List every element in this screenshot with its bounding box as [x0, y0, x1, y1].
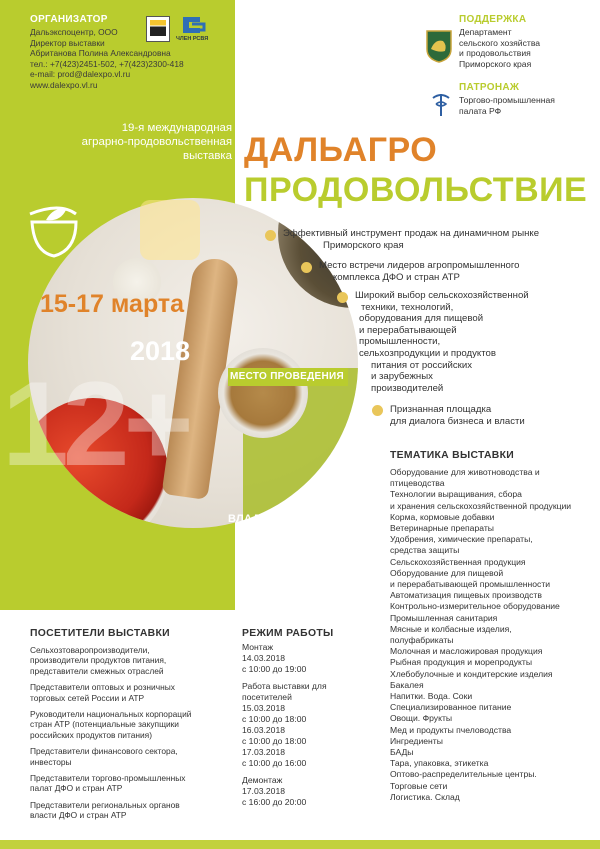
schedule-line: Демонтаж	[242, 775, 283, 785]
topic-item: Автоматизация пищевых производств	[390, 590, 542, 601]
support-line: Департамент	[459, 27, 512, 37]
topics-section	[390, 450, 595, 803]
visitor-group	[30, 773, 235, 794]
exhibition-year: 2018	[130, 336, 191, 366]
bullet-dot	[301, 262, 312, 273]
subtitle-line: выставка	[183, 150, 232, 162]
patronage-lines	[459, 95, 599, 116]
support-line: сельского хозяйства	[459, 37, 541, 48]
benefit-line: промышленности,	[359, 336, 441, 348]
schedule-line: Работа выставки для	[242, 681, 327, 691]
subtitle-line: аграрно-продовольственная	[81, 136, 232, 148]
grain-bowl-image	[218, 348, 308, 438]
schedule-section	[242, 628, 382, 808]
benefit-line: Широкий выбор сельскохозяйственной	[355, 290, 529, 301]
topic-item: Мясные и колбасные изделия,	[390, 623, 512, 634]
dalexpocenter-logo	[146, 16, 170, 42]
age-rating-watermark: 12+	[2, 357, 188, 491]
venue-address-line: о. Русский	[240, 531, 284, 541]
oil-jar-image	[140, 200, 200, 260]
visitors-section	[30, 628, 235, 821]
schedule-line: посетителей	[242, 692, 292, 702]
topic-item: Рыбная продукция и морепродукты	[390, 657, 532, 668]
topic-item: Молочная и масложировая продукция	[390, 646, 543, 657]
venue-title: МЕСТО ПРОВЕДЕНИЯ	[230, 371, 344, 382]
exhibition-dates: 15-17 марта	[40, 290, 185, 318]
topic-item: Специализированное питание	[390, 702, 512, 713]
patronage-block	[459, 82, 599, 116]
topics-title: ТЕМАТИКА ВЫСТАВКИ	[390, 450, 514, 461]
schedule-line: Монтаж	[242, 642, 274, 652]
topic-item: Ветеринарные препараты	[390, 523, 494, 534]
organizer-line: e-mail: prod@dalexpo.vl.ru	[30, 69, 131, 80]
visitor-line: инвесторы	[30, 756, 72, 767]
rsva-label: ЧЛЕН РСВЯ	[176, 36, 209, 42]
benefit-item	[355, 290, 595, 394]
schedule-line: с 16:00 до 20:00	[242, 797, 307, 807]
benefit-line: для диалога бизнеса и власти	[390, 415, 525, 427]
topic-item: Хлебобулочные и кондитерские изделия	[390, 668, 553, 679]
visitor-line: производители продуктов питания,	[30, 655, 167, 666]
visitor-line: Представители региональных органов	[30, 799, 180, 810]
visitor-line: Сельхозтоваропроизводители,	[30, 645, 150, 655]
topic-item: средства защиты	[390, 545, 460, 556]
primorsky-coat-of-arms-icon	[425, 29, 453, 63]
visitor-line: представители смежных отраслей	[30, 665, 164, 676]
topic-item: БАДы	[390, 747, 414, 758]
topic-item: Сельскохозяйственная продукция	[390, 556, 526, 567]
schedule-line: 16.03.2018	[242, 725, 286, 735]
visitor-line: Представители торгово-промышленных	[30, 773, 186, 784]
topic-item: Мед и продукты пчеловодства	[390, 724, 512, 735]
visitor-group	[30, 682, 235, 703]
organizer-line: тел.: +7(423)2451-502, +7(423)2300-418	[30, 58, 184, 69]
topic-item: Тара, упаковка, этикетка	[390, 758, 489, 769]
topic-item: Удобрения, химические препараты,	[390, 534, 533, 545]
subtitle-line: 19-я международная	[121, 122, 232, 134]
visitor-line: российских продуктов питания)	[30, 729, 153, 740]
bullet-dot	[337, 292, 348, 303]
topic-item: Промышленная санитария	[390, 612, 498, 623]
topic-item: Оптово-распределительные центры.	[390, 769, 537, 780]
topic-item: и перерабатывающей промышленности	[390, 579, 551, 590]
benefit-line: Признанная площадка	[390, 404, 492, 415]
schedule-line: с 10:00 до 19:00	[242, 664, 307, 674]
benefit-line: питания от российских	[371, 359, 473, 371]
organizer-line: www.dalexpo.vl.ru	[30, 79, 98, 90]
bottom-stripe	[0, 840, 600, 849]
schedule-line: с 10:00 до 18:00	[242, 714, 307, 724]
benefit-line: Приморского края	[323, 239, 404, 251]
support-line: Приморского края	[459, 58, 532, 69]
topic-item: Оборудование для пищевой	[390, 567, 504, 578]
schedule-line: с 10:00 до 16:00	[242, 758, 307, 768]
support-line: и продовольствия	[459, 48, 531, 59]
organizer-line: Дальэкспоцентр, ООО	[30, 27, 118, 37]
benefit-line: сельхозпродукции и продуктов	[359, 347, 496, 359]
benefit-item	[390, 404, 590, 427]
exhibition-subtitle	[60, 121, 232, 163]
topics-list	[390, 467, 595, 803]
schedule-line: 17.03.2018	[242, 747, 286, 757]
topic-item: Оборудование для животноводства и	[390, 467, 540, 477]
benefit-line: Эффективный инструмент продаж на динамичном рынке	[283, 228, 540, 239]
topic-item: Бакалея	[390, 679, 424, 690]
organizer-title: ОРГАНИЗАТОР	[30, 14, 108, 25]
visitor-line: палат ДФО и стран АТР	[30, 783, 123, 794]
venue-address-line: Кампус ДВФУ	[240, 542, 297, 552]
topic-item: Торговые сети	[390, 780, 448, 791]
patronage-line: Торгово-промышленная	[459, 95, 555, 105]
patronage-line: палата РФ	[459, 105, 502, 116]
topic-item: Напитки. Вода. Соки	[390, 691, 473, 702]
visitor-group	[30, 645, 235, 676]
schedule-line: 14.03.2018	[242, 653, 286, 663]
leaf-logo-icon	[20, 200, 90, 270]
visitor-line: власти ДФО и стран АТР	[30, 810, 127, 821]
visitor-group	[30, 746, 235, 767]
benefit-line: производителей	[371, 382, 444, 394]
topic-item: и хранения сельскохозяйственной продукции	[390, 500, 572, 511]
visitor-line: торговых сетей России и АТР	[30, 692, 145, 703]
topic-item: Овощи. Фрукты	[390, 713, 453, 724]
benefit-line: оборудования для пищевой	[359, 313, 484, 325]
topic-item: Ингредиенты	[390, 735, 443, 746]
visitor-group	[30, 709, 235, 740]
benefit-line: комплекса ДФО и стран АТР	[333, 271, 460, 283]
patronage-title: ПАТРОНАЖ	[459, 82, 520, 93]
topic-item: птицеводства	[390, 478, 445, 489]
visitors-title: ПОСЕТИТЕЛИ ВЫСТАВКИ	[30, 628, 170, 639]
rsva-icon	[180, 14, 206, 36]
topic-item: полуфабрикаты	[390, 635, 454, 646]
benefit-item	[319, 260, 579, 283]
schedule-line: 15.03.2018	[242, 703, 286, 713]
benefit-line: и перерабатывающей	[359, 324, 457, 336]
support-title: ПОДДЕРЖКА	[459, 14, 527, 25]
topic-item: Технологии выращивания, сбора	[390, 489, 522, 500]
venue-banner	[228, 368, 348, 386]
schedule-title: РЕЖИМ РАБОТЫ	[242, 628, 334, 639]
organizer-line: Директор выставки	[30, 37, 105, 48]
schedule-work	[242, 681, 382, 769]
venue-city: ВЛАДИВОСТОК	[228, 513, 317, 525]
benefit-line: и зарубежных	[371, 371, 433, 383]
benefit-item	[283, 228, 573, 251]
topic-item: Логистика. Склад	[390, 791, 460, 802]
bullet-dot	[265, 230, 276, 241]
chamber-of-commerce-icon	[430, 92, 452, 118]
topic-item: Корма, кормовые добавки	[390, 511, 495, 522]
schedule-mount	[242, 642, 382, 675]
visitor-group	[30, 800, 235, 821]
venue-address-line: корпус В	[240, 553, 277, 563]
visitors-list	[30, 645, 235, 821]
bullet-dot	[372, 405, 383, 416]
venue-address	[240, 531, 297, 564]
exhibition-title	[244, 130, 587, 210]
visitor-line: Представители финансового сектора,	[30, 746, 178, 757]
vegetable-plate-image	[278, 198, 358, 308]
visitor-line: Руководители национальных корпораций	[30, 709, 192, 720]
support-lines	[459, 27, 599, 69]
topic-item: Контрольно-измерительное оборудование	[390, 601, 560, 612]
visitor-line: Представители оптовых и розничных	[30, 682, 175, 693]
rsva-logo	[176, 14, 216, 42]
title-line: ДАЛЬАГРО	[244, 131, 438, 169]
benefit-line: техники, технологий,	[361, 301, 454, 313]
visitor-line: стран АТР (потенциальные закупщики	[30, 719, 179, 730]
organizer-line: Абританова Полина Александровна	[30, 48, 171, 59]
title-line: ПРОДОВОЛЬСТВИЕ	[244, 171, 588, 209]
benefit-line: Место встречи лидеров агропромышленного	[319, 260, 520, 271]
support-block	[459, 14, 599, 69]
schedule-line: 17.03.2018	[242, 786, 286, 796]
schedule-dismount	[242, 775, 382, 808]
schedule-line: с 10:00 до 18:00	[242, 736, 307, 746]
